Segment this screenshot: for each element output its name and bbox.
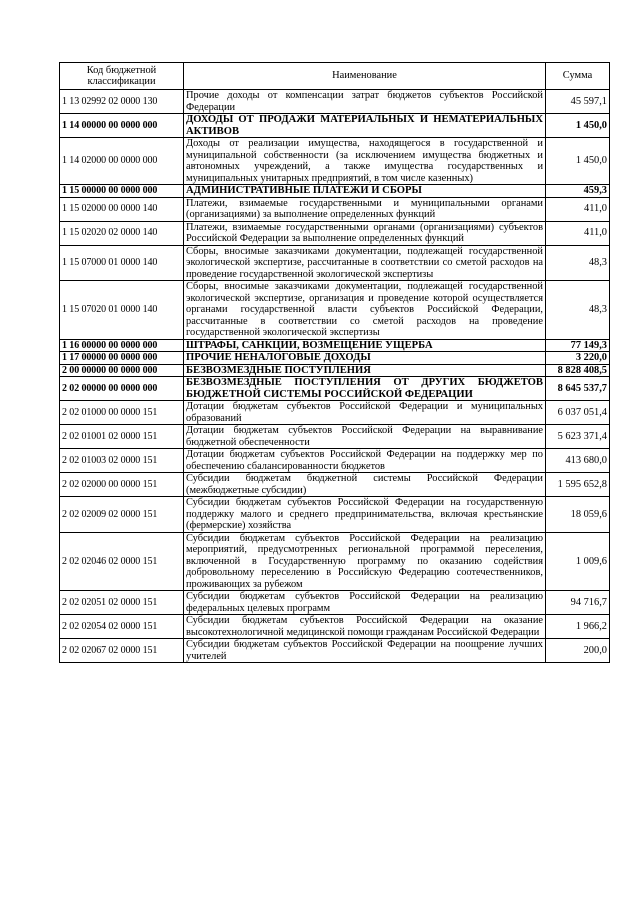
cell-sum: 413 680,0: [546, 449, 610, 473]
cell-name: БЕЗВОЗМЕЗДНЫЕ ПОСТУПЛЕНИЯ: [184, 364, 546, 377]
table-row: [60, 615, 610, 639]
cell-code: 2 02 01003 02 0000 151: [60, 449, 184, 473]
table-row: [60, 114, 610, 138]
cell-code: 1 16 00000 00 0000 000: [60, 339, 184, 352]
table-row: [60, 185, 610, 198]
cell-name: Субсидии бюджетам субъектов Российской Федерации на оказание высокотехнологичной медицинской помощи гражданам Российской Федерации: [184, 615, 546, 639]
cell-sum: 411,0: [546, 197, 610, 221]
cell-code: 2 02 02051 02 0000 151: [60, 591, 184, 615]
cell-name: Субсидии бюджетам бюджетной системы Российской Федерации (межбюджетные субсидии): [184, 473, 546, 497]
cell-name: ДОХОДЫ ОТ ПРОДАЖИ МАТЕРИАЛЬНЫХ И НЕМАТЕРИАЛЬНЫХ АКТИВОВ: [184, 114, 546, 138]
cell-code: 2 02 00000 00 0000 000: [60, 377, 184, 401]
table-row: [60, 532, 610, 591]
cell-sum: 48,3: [546, 281, 610, 340]
cell-sum: 1 450,0: [546, 138, 610, 185]
cell-name: БЕЗВОЗМЕЗДНЫЕ ПОСТУПЛЕНИЯ ОТ ДРУГИХ БЮДЖЕТОВ БЮДЖЕТНОЙ СИСТЕМЫ РОССИЙСКОЙ ФЕДЕРАЦИИ: [184, 377, 546, 401]
cell-sum: 18 059,6: [546, 497, 610, 533]
cell-sum: 94 716,7: [546, 591, 610, 615]
cell-name: Субсидии бюджетам субъектов Российской Федерации на реализацию федеральных целевых программ: [184, 591, 546, 615]
table-row: [60, 497, 610, 533]
table-row: [60, 591, 610, 615]
cell-sum: 459,3: [546, 185, 610, 198]
document-page: [59, 62, 609, 663]
cell-sum: 48,3: [546, 245, 610, 281]
header-sum: Сумма: [546, 63, 610, 90]
table-row: [60, 339, 610, 352]
cell-code: 1 14 02000 00 0000 000: [60, 138, 184, 185]
cell-name: Дотации бюджетам субъектов Российской Федерации и муниципальных образований: [184, 401, 546, 425]
cell-code: 2 02 02009 02 0000 151: [60, 497, 184, 533]
cell-name: Субсидии бюджетам субъектов Российской Федерации на поощрение лучших учителей: [184, 639, 546, 663]
table-row: [60, 449, 610, 473]
table-row: [60, 425, 610, 449]
table-row: [60, 352, 610, 365]
table-row: [60, 90, 610, 114]
header-code: Код бюджетной классификации: [60, 63, 184, 90]
cell-sum: 200,0: [546, 639, 610, 663]
cell-code: 2 02 01001 02 0000 151: [60, 425, 184, 449]
cell-name: АДМИНИСТРАТИВНЫЕ ПЛАТЕЖИ И СБОРЫ: [184, 185, 546, 198]
cell-name: Платежи, взимаемые государственными и муниципальными органами (организациями) за выполнение определенных функций: [184, 197, 546, 221]
cell-sum: 3 220,0: [546, 352, 610, 365]
cell-code: 2 02 01000 00 0000 151: [60, 401, 184, 425]
cell-code: 1 17 00000 00 0000 000: [60, 352, 184, 365]
cell-sum: 77 149,3: [546, 339, 610, 352]
table-row: [60, 401, 610, 425]
cell-name: Субсидии бюджетам субъектов Российской Федерации на реализацию мероприятий, предусмотренных региональной программой переселения, включенной в Государственную программу по оказанию содействия добровольному переселению в Российскую Федерацию соотечественников, проживающих за рубежом: [184, 532, 546, 591]
cell-name: Субсидии бюджетам субъектов Российской Федерации на государственную поддержку малого и среднего предпринимательства, включая крестьянские (фермерские) хозяйства: [184, 497, 546, 533]
cell-name: Платежи, взимаемые государственными органами (организациями) субъектов Российской Федерации за выполнение определенных функций: [184, 221, 546, 245]
cell-code: 1 15 02020 02 0000 140: [60, 221, 184, 245]
cell-code: 2 02 02067 02 0000 151: [60, 639, 184, 663]
budget-revenue-table: [59, 62, 610, 663]
cell-sum: 5 623 371,4: [546, 425, 610, 449]
table-row: [60, 364, 610, 377]
cell-sum: 1 966,2: [546, 615, 610, 639]
cell-name: Доходы от реализации имущества, находящегося в государственной и муниципальной собственности (за исключением имущества бюджетных и автономных учреждений, а также имущества государственных и муниципальных унитарных предприятий, в том числе казенных): [184, 138, 546, 185]
cell-name: Дотации бюджетам субъектов Российской Федерации на выравнивание бюджетной обеспеченности: [184, 425, 546, 449]
cell-name: Дотации бюджетам субъектов Российской Федерации на поддержку мер по обеспечению сбалансированности бюджетов: [184, 449, 546, 473]
cell-name: Прочие доходы от компенсации затрат бюджетов субъектов Российской Федерации: [184, 90, 546, 114]
cell-name: ПРОЧИЕ НЕНАЛОГОВЫЕ ДОХОДЫ: [184, 352, 546, 365]
cell-name: Сборы, вносимые заказчиками документации, подлежащей государственной экологической экспертизе, организация и проведение которой осуществляется органами государственной власти субъектов Российской Федерации, рассчитанные в соответствии со сметой расходов на проведение государственной экологической экспертизы: [184, 281, 546, 340]
cell-code: 1 15 07000 01 0000 140: [60, 245, 184, 281]
table-row: [60, 473, 610, 497]
table-row: [60, 377, 610, 401]
table-header-row: [60, 63, 610, 90]
cell-code: 2 02 02000 00 0000 151: [60, 473, 184, 497]
table-row: [60, 197, 610, 221]
cell-sum: 1 009,6: [546, 532, 610, 591]
cell-sum: 411,0: [546, 221, 610, 245]
table-row: [60, 245, 610, 281]
table-row: [60, 138, 610, 185]
cell-sum: 6 037 051,4: [546, 401, 610, 425]
table-row: [60, 281, 610, 340]
cell-code: 1 14 00000 00 0000 000: [60, 114, 184, 138]
cell-code: 2 00 00000 00 0000 000: [60, 364, 184, 377]
cell-code: 1 15 02000 00 0000 140: [60, 197, 184, 221]
cell-sum: 45 597,1: [546, 90, 610, 114]
table-row: [60, 221, 610, 245]
cell-sum: 1 450,0: [546, 114, 610, 138]
cell-code: 2 02 02046 02 0000 151: [60, 532, 184, 591]
cell-sum: 8 828 408,5: [546, 364, 610, 377]
cell-code: 2 02 02054 02 0000 151: [60, 615, 184, 639]
header-name: Наименование: [184, 63, 546, 90]
cell-sum: 1 595 652,8: [546, 473, 610, 497]
cell-code: 1 15 07020 01 0000 140: [60, 281, 184, 340]
cell-code: 1 15 00000 00 0000 000: [60, 185, 184, 198]
cell-name: ШТРАФЫ, САНКЦИИ, ВОЗМЕЩЕНИЕ УЩЕРБА: [184, 339, 546, 352]
cell-code: 1 13 02992 02 0000 130: [60, 90, 184, 114]
cell-sum: 8 645 537,7: [546, 377, 610, 401]
table-row: [60, 639, 610, 663]
cell-name: Сборы, вносимые заказчиками документации, подлежащей государственной экологической экспертизе, рассчитанные в соответствии со сметой расходов на проведение государственной экологической экспертизы: [184, 245, 546, 281]
